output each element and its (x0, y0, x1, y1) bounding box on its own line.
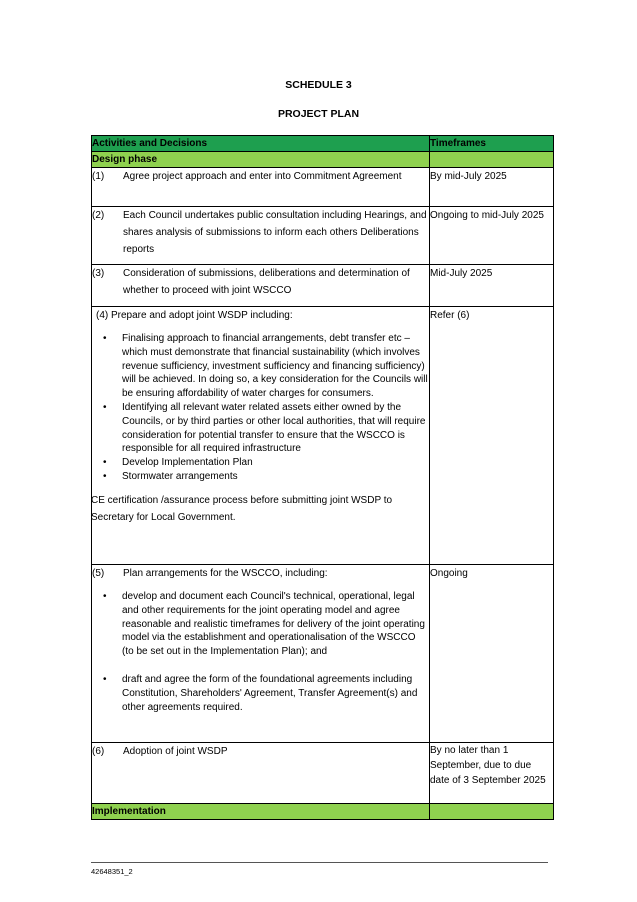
item-text: Each Council undertakes public consultation including Hearings, and shares analysis of submissions to inform each others Deliberations reports (123, 210, 427, 255)
schedule-title: SCHEDULE 3 (285, 79, 352, 91)
bullet-item: • Identifying all relevant water related assets either owned by the Councils, or by third parties or other local authorities, that will require consideration for potential transfer to ensure that the WSCCO is responsible for all required infrastructure (122, 401, 429, 456)
bullet-item: • draft and agree the form of the foundational agreements including Constitution, Shareholders' Agreement, Transfer Agreement(s) and other agreements required. (122, 673, 429, 714)
activity-cell (92, 168, 430, 207)
timeframe-cell: Mid-July 2025 (430, 265, 554, 307)
activity-cell (92, 743, 430, 804)
table-row (92, 265, 554, 307)
activity-cell (92, 565, 430, 743)
timeframe-cell: By mid-July 2025 (430, 168, 554, 207)
item-text: Consideration of submissions, deliberations and determination of whether to proceed with joint WSCCO (123, 268, 410, 296)
bullet-list (92, 332, 429, 484)
timeframe-cell: By no later than 1 September, due to due date of 3 September 2025 (430, 743, 554, 804)
bullet-list (92, 673, 429, 714)
design-phase-label: Design phase (92, 152, 430, 168)
item-intro: (4) Prepare and adopt joint WSDP including: (96, 310, 293, 321)
bullet-item: • develop and document each Council's technical, operational, legal and other requirements for the joint operating model and agree reasonable and realistic timeframes for delivery of the joint operating model via the establishment and operationalisation of the WSCCO (to be set out in the Implementation Plan); and (122, 590, 429, 659)
item-number: (5) (92, 568, 105, 579)
implementation-empty-cell (430, 804, 554, 820)
activity-cell (92, 307, 430, 565)
activity-cell (92, 265, 430, 307)
footer-divider (91, 862, 548, 863)
activity-cell (92, 207, 430, 265)
document-reference: 42648351_2 (91, 867, 133, 876)
table-row (92, 565, 554, 743)
item-number: (6) (92, 746, 105, 757)
item-text: Plan arrangements for the WSCCO, including: (123, 568, 328, 579)
bullet-item: • Stormwater arrangements (122, 470, 429, 484)
table-row (92, 307, 554, 565)
design-phase-empty-cell (430, 152, 554, 168)
item-text: Adoption of joint WSDP (123, 746, 228, 757)
item-number: (2) (92, 210, 105, 221)
item-text: Agree project approach and enter into Commitment Agreement (123, 171, 402, 182)
project-plan-table (91, 135, 554, 820)
timeframe-cell: Ongoing to mid-July 2025 (430, 207, 554, 265)
implementation-label: Implementation (92, 804, 430, 820)
plan-title: PROJECT PLAN (277, 108, 360, 120)
implementation-row (92, 804, 554, 820)
table-row (92, 207, 554, 265)
timeframe-cell: Refer (6) (430, 307, 554, 565)
design-phase-row (92, 152, 554, 168)
table-header-row (92, 136, 554, 152)
header-timeframes: Timeframes (430, 136, 554, 152)
item-closing-text: CE certification /assurance process before submitting joint WSDP to Secretary for Local Government. (91, 494, 393, 523)
bullet-list (92, 590, 429, 659)
table-row (92, 743, 554, 804)
table-row (92, 168, 554, 207)
header-activities: Activities and Decisions (92, 136, 430, 152)
bullet-item: • Finalising approach to financial arrangements, debt transfer etc – which must demonstrate that financial sustainability (which involves revenue sufficiency, investment sufficiency and financing sufficiency) will be achieved. In doing so, a key consideration for the Councils will be ensuring affordability of water charges for consumers. (122, 332, 429, 401)
item-number: (3) (92, 268, 105, 279)
item-number: (1) (92, 171, 105, 182)
timeframe-cell: Ongoing (430, 565, 554, 743)
bullet-item: • Develop Implementation Plan (122, 456, 429, 470)
